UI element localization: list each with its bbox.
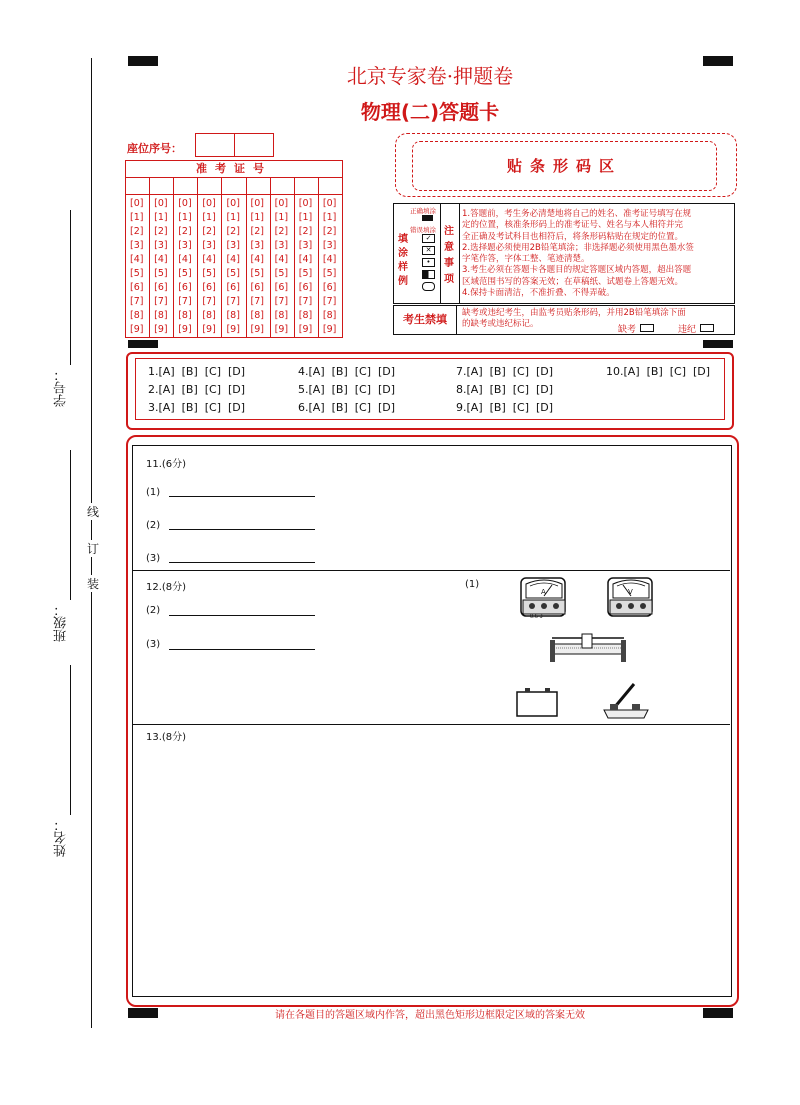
exam-digit-bubble[interactable]: [9] — [298, 324, 313, 335]
exam-number-column — [126, 195, 150, 338]
fill-correct-label: 正确填涂 — [410, 207, 436, 215]
exam-digit-bubble[interactable]: [8] — [298, 310, 313, 321]
exam-digit-bubble[interactable]: [4] — [202, 254, 216, 265]
exam-digit-bubble[interactable]: [3] — [202, 240, 216, 251]
exam-digit-bubble[interactable]: [6] — [178, 282, 192, 293]
exam-digit-bubble[interactable]: [9] — [226, 324, 240, 335]
exam-number-column — [174, 195, 198, 338]
exam-number-write-cell[interactable] — [319, 178, 342, 194]
section-divider-12-13 — [132, 724, 730, 725]
choice-options[interactable]: [A] [B] [C] [D] — [308, 365, 396, 378]
exam-number-title: 准考证号 — [126, 161, 342, 178]
class-underline — [70, 450, 71, 600]
exam-digit-bubble[interactable]: [3] — [322, 240, 337, 251]
choice-number: 4. — [298, 365, 309, 378]
choice-options[interactable]: [A] [B] [C] [D] — [623, 365, 711, 378]
barcode-area-label: 贴条形码区 — [412, 141, 717, 191]
q11-part-3-answer-line[interactable] — [169, 562, 315, 563]
q12-title: 12.(8分) — [146, 582, 187, 593]
exam-digit-bubble[interactable]: [2] — [322, 226, 337, 237]
binding-word-zhuang: 装 — [87, 577, 100, 591]
exam-digit-bubble[interactable]: [3] — [226, 240, 240, 251]
choice-number: 10. — [606, 365, 624, 378]
exam-number-column — [150, 195, 174, 338]
exam-number-write-cell[interactable] — [198, 178, 222, 194]
notes-side-3: 事 — [444, 258, 454, 269]
exam-digit-bubble[interactable]: [9] — [178, 324, 192, 335]
exam-digit-bubble[interactable]: [8] — [250, 310, 265, 321]
exam-digit-bubble[interactable]: [5] — [226, 268, 240, 279]
q13-title: 13.(8分) — [146, 732, 187, 743]
exam-digit-bubble[interactable]: [6] — [154, 282, 168, 293]
notes-line: 定的位置，核准条形码上的准考证号、姓名与本人相符并完 — [462, 220, 684, 231]
absent-label: 缺考 — [618, 325, 637, 335]
exam-number-write-cell[interactable] — [174, 178, 198, 194]
fill-side-4: 例 — [398, 276, 408, 287]
ammeter-image — [518, 574, 570, 622]
exam-digit-bubble[interactable]: [8] — [178, 310, 192, 321]
exam-digit-bubble[interactable]: [2] — [130, 226, 144, 237]
exam-digit-bubble[interactable]: [3] — [130, 240, 144, 251]
exam-digit-bubble[interactable]: [0] — [274, 198, 289, 209]
fill-side-3: 样 — [398, 262, 408, 273]
choice-options[interactable]: [A] [B] [C] [D] — [466, 383, 554, 396]
choice-options[interactable]: [A] [B] [C] [D] — [466, 401, 554, 414]
answer-region-inner — [132, 445, 732, 997]
exam-digit-bubble[interactable]: [6] — [274, 282, 289, 293]
q12-part-2-label: (2) — [146, 605, 161, 616]
notes-line: 2.选择题必须使用2B铅笔填涂；非选择题必须使用黑色墨水签 — [462, 242, 694, 253]
wrong-sample-dot-icon: • — [422, 258, 435, 267]
exam-digit-bubble[interactable]: [1] — [202, 212, 216, 223]
choice-options[interactable]: [A] [B] [C] [D] — [466, 365, 554, 378]
exam-digit-bubble[interactable]: [3] — [250, 240, 265, 251]
exam-digit-bubble[interactable]: [4] — [226, 254, 240, 265]
exam-digit-bubble[interactable]: [6] — [202, 282, 216, 293]
exam-digit-bubble[interactable]: [2] — [250, 226, 265, 237]
ammeter-scale: 0.6 3 — [530, 614, 543, 620]
section-divider-11-12 — [132, 570, 730, 571]
name-label: 姓名： — [54, 818, 69, 857]
wrong-sample-half-icon — [422, 270, 435, 279]
exam-number-write-cell[interactable] — [295, 178, 319, 194]
exam-number-grid — [125, 160, 343, 338]
exam-digit-bubble[interactable]: [4] — [250, 254, 265, 265]
registration-mark-mid-left — [128, 340, 158, 348]
exam-series-title: 北京专家卷·押题卷 — [346, 64, 514, 88]
exam-digit-bubble[interactable]: [8] — [226, 310, 240, 321]
exam-digit-bubble[interactable]: [0] — [226, 198, 240, 209]
exam-digit-bubble[interactable]: [3] — [298, 240, 313, 251]
exam-number-column — [222, 195, 246, 338]
choice-options[interactable]: [A] [B] [C] [D] — [158, 401, 246, 414]
voltmeter-symbol: V — [628, 588, 633, 596]
exam-digit-bubble[interactable]: [7] — [202, 296, 216, 307]
exam-digit-bubble[interactable]: [7] — [178, 296, 192, 307]
exam-digit-bubble[interactable]: [0] — [298, 198, 313, 209]
violation-label: 违纪 — [678, 325, 697, 335]
exam-digit-bubble[interactable]: [8] — [274, 310, 289, 321]
exam-digit-bubble[interactable]: [1] — [322, 212, 337, 223]
exam-digit-bubble[interactable]: [8] — [202, 310, 216, 321]
class-label: 班级： — [54, 603, 69, 642]
choice-number: 3. — [148, 401, 159, 414]
exam-number-write-cell[interactable] — [247, 178, 271, 194]
q12-part-1-label: (1) — [465, 579, 480, 590]
exam-digit-bubble[interactable]: [7] — [274, 296, 289, 307]
exam-digit-bubble[interactable]: [6] — [130, 282, 144, 293]
exam-digit-bubble[interactable]: [0] — [250, 198, 265, 209]
exam-digit-bubble[interactable]: [6] — [226, 282, 240, 293]
wrong-sample-check-icon: ✓ — [422, 234, 435, 243]
exam-digit-bubble[interactable]: [3] — [178, 240, 192, 251]
exam-digit-bubble[interactable]: [5] — [178, 268, 192, 279]
exam-digit-bubble[interactable]: [1] — [226, 212, 240, 223]
seat-number-box-1[interactable] — [195, 133, 235, 157]
wrong-sample-oval-icon — [422, 282, 435, 291]
choice-options[interactable]: [A] [B] [C] [D] — [158, 383, 246, 396]
choice-number: 1. — [148, 365, 159, 378]
choice-options[interactable]: [A] [B] [C] [D] — [308, 383, 396, 396]
exam-number-column — [198, 195, 222, 338]
voltmeter-image — [605, 574, 657, 622]
exam-digit-bubble[interactable]: [1] — [298, 212, 313, 223]
choice-question[interactable] — [148, 401, 245, 414]
ammeter-symbol: A — [541, 588, 546, 596]
choice-question[interactable] — [456, 401, 553, 414]
exam-digit-bubble[interactable]: [4] — [274, 254, 289, 265]
choice-question[interactable] — [456, 365, 553, 378]
exam-digit-bubble[interactable]: [2] — [202, 226, 216, 237]
exam-digit-bubble[interactable]: [7] — [154, 296, 168, 307]
exam-digit-bubble[interactable]: [8] — [130, 310, 144, 321]
q12-part-3-label: (3) — [146, 639, 161, 650]
exam-digit-bubble[interactable]: [6] — [298, 282, 313, 293]
notes-line: 区域范围书写的答案无效；在草稿纸、试题卷上答题无效。 — [462, 276, 684, 287]
exam-digit-bubble[interactable]: [5] — [130, 268, 144, 279]
violation-bubble[interactable] — [700, 324, 714, 332]
choice-question[interactable] — [298, 401, 395, 414]
rheostat-image — [548, 630, 628, 666]
choice-question[interactable] — [148, 365, 245, 378]
exam-digit-bubble[interactable]: [1] — [130, 212, 144, 223]
exam-number-column — [319, 195, 342, 338]
exam-digit-bubble[interactable]: [6] — [250, 282, 265, 293]
exam-digit-bubble[interactable]: [0] — [202, 198, 216, 209]
name-underline — [70, 665, 71, 815]
exam-digit-bubble[interactable]: [9] — [154, 324, 168, 335]
exam-digit-bubble[interactable]: [7] — [322, 296, 337, 307]
exam-digit-bubble[interactable]: [1] — [154, 212, 168, 223]
notes-line: 3.考生必须在答题卡各题目的规定答题区域内答题，超出答题 — [462, 265, 692, 276]
choice-number: 6. — [298, 401, 309, 414]
absent-bubble[interactable] — [640, 324, 654, 332]
choice-question[interactable] — [606, 365, 710, 378]
exam-digit-bubble[interactable]: [9] — [202, 324, 216, 335]
wrong-sample-cross-icon: ✕ — [422, 246, 435, 255]
binding-word-ding: 订 — [87, 542, 100, 556]
notes-side-label — [441, 204, 460, 303]
notes-side-2: 意 — [444, 242, 454, 253]
fill-correct-sample — [422, 215, 433, 221]
notes-side-4: 项 — [444, 274, 454, 285]
exam-digit-bubble[interactable]: [3] — [154, 240, 168, 251]
fill-sample — [394, 204, 441, 303]
choice-question[interactable] — [298, 365, 395, 378]
exam-digit-bubble[interactable]: [2] — [226, 226, 240, 237]
exam-digit-bubble[interactable]: [5] — [322, 268, 337, 279]
fill-side-1: 填 — [398, 234, 408, 245]
choice-question[interactable] — [456, 383, 553, 396]
exam-digit-bubble[interactable]: [1] — [178, 212, 192, 223]
choice-question[interactable] — [298, 383, 395, 396]
q11-part-1-label: (1) — [146, 487, 161, 498]
fill-wrong-label: 错误填涂 — [410, 226, 436, 234]
exam-digit-bubble[interactable]: [8] — [322, 310, 337, 321]
choice-options[interactable]: [A] [B] [C] [D] — [308, 401, 396, 414]
q11-title: 11.(6分) — [146, 459, 187, 470]
exam-digit-bubble[interactable]: [0] — [178, 198, 192, 209]
q11-part-2-label: (2) — [146, 520, 161, 531]
exam-digit-bubble[interactable]: [7] — [130, 296, 144, 307]
exam-digit-bubble[interactable]: [4] — [322, 254, 337, 265]
exam-digit-bubble[interactable]: [5] — [250, 268, 265, 279]
student-id-label: 学号： — [54, 368, 69, 407]
choice-number: 9. — [456, 401, 467, 414]
exam-number-column — [271, 195, 295, 338]
forbidden-text-line: 缺考或违纪考生，由监考员贴条形码，并用2B铅笔填涂下面 — [462, 308, 686, 318]
forbidden-text-line: 的缺考或违纪标记。 — [462, 319, 539, 329]
seat-number-label: 座位序号： — [127, 142, 182, 155]
exam-digit-bubble[interactable]: [5] — [274, 268, 289, 279]
q11-part-2-answer-line[interactable] — [169, 529, 315, 530]
exam-digit-bubble[interactable]: [1] — [274, 212, 289, 223]
q12-part-2-answer-line[interactable] — [169, 615, 315, 616]
exam-digit-bubble[interactable]: [5] — [298, 268, 313, 279]
exam-digit-bubble[interactable]: [1] — [250, 212, 265, 223]
exam-digit-bubble[interactable]: [5] — [154, 268, 168, 279]
choice-number: 7. — [456, 365, 467, 378]
exam-digit-bubble[interactable]: [7] — [226, 296, 240, 307]
fill-side-2: 涂 — [398, 248, 408, 259]
exam-digit-bubble[interactable]: [9] — [130, 324, 144, 335]
notes-line: 1.答题前，考生务必清楚地将自己的姓名、准考证号填写在规 — [462, 209, 692, 219]
exam-number-column — [295, 195, 319, 338]
choice-number: 2. — [148, 383, 159, 396]
seat-number-box-2[interactable] — [234, 133, 274, 157]
choice-question[interactable] — [148, 383, 245, 396]
student-id-underline — [70, 210, 71, 365]
notes-line: 字笔作答，字体工整、笔迹清楚。 — [462, 254, 590, 265]
exam-digit-bubble[interactable]: [4] — [154, 254, 168, 265]
exam-digit-bubble[interactable]: [7] — [298, 296, 313, 307]
exam-digit-bubble[interactable]: [2] — [154, 226, 168, 237]
switch-image — [600, 680, 652, 720]
choice-options[interactable]: [A] [B] [C] [D] — [158, 365, 246, 378]
exam-digit-bubble[interactable]: [4] — [298, 254, 313, 265]
exam-digit-bubble[interactable]: [9] — [250, 324, 265, 335]
exam-number-write-cell[interactable] — [271, 178, 295, 194]
exam-number-write-cell[interactable] — [150, 178, 174, 194]
q12-part-3-answer-line[interactable] — [169, 649, 315, 650]
exam-number-write-cell[interactable] — [222, 178, 246, 194]
registration-mark-mid-right — [703, 340, 733, 348]
exam-number-write-row — [126, 178, 342, 195]
instructions-box — [393, 203, 735, 304]
exam-digit-bubble[interactable]: [7] — [250, 296, 265, 307]
footer-warning: 请在各题目的答题区域内作答，超出黑色矩形边框限定区域的答案无效 — [275, 1010, 585, 1021]
exam-number-bubble-area — [126, 195, 342, 338]
exam-digit-bubble[interactable]: [2] — [298, 226, 313, 237]
notes-line: 4.保持卡面清洁，不准折叠、不得弄破。 — [462, 288, 615, 299]
exam-digit-bubble[interactable]: [2] — [274, 226, 289, 237]
exam-digit-bubble[interactable]: [5] — [202, 268, 216, 279]
choice-number: 8. — [456, 383, 467, 396]
exam-digit-bubble[interactable]: [0] — [130, 198, 144, 209]
exam-digit-bubble[interactable]: [0] — [154, 198, 168, 209]
exam-digit-bubble[interactable]: [8] — [154, 310, 168, 321]
notes-line: 全正确及考试科目也相符后，将条形码粘贴在规定的位置。 — [462, 231, 684, 242]
exam-digit-bubble[interactable]: [4] — [178, 254, 192, 265]
exam-digit-bubble[interactable]: [6] — [322, 282, 337, 293]
examinee-forbidden-label: 考生禁填 — [394, 306, 457, 334]
exam-digit-bubble[interactable]: [3] — [274, 240, 289, 251]
exam-digit-bubble[interactable]: [9] — [322, 324, 337, 335]
exam-digit-bubble[interactable]: [4] — [130, 254, 144, 265]
binding-word-line: 线 — [87, 505, 100, 519]
exam-digit-bubble[interactable]: [2] — [178, 226, 192, 237]
exam-digit-bubble[interactable]: [9] — [274, 324, 289, 335]
choice-number: 5. — [298, 383, 309, 396]
q11-part-3-label: (3) — [146, 553, 161, 564]
answer-card-title: 物理(二)答题卡 — [360, 100, 500, 124]
battery-image — [515, 686, 561, 718]
exam-number-write-cell[interactable] — [126, 178, 150, 194]
notes-side-1: 注 — [444, 226, 454, 237]
notes-text — [462, 209, 730, 299]
exam-digit-bubble[interactable]: [0] — [322, 198, 337, 209]
exam-number-column — [247, 195, 271, 338]
q11-part-1-answer-line[interactable] — [169, 496, 315, 497]
